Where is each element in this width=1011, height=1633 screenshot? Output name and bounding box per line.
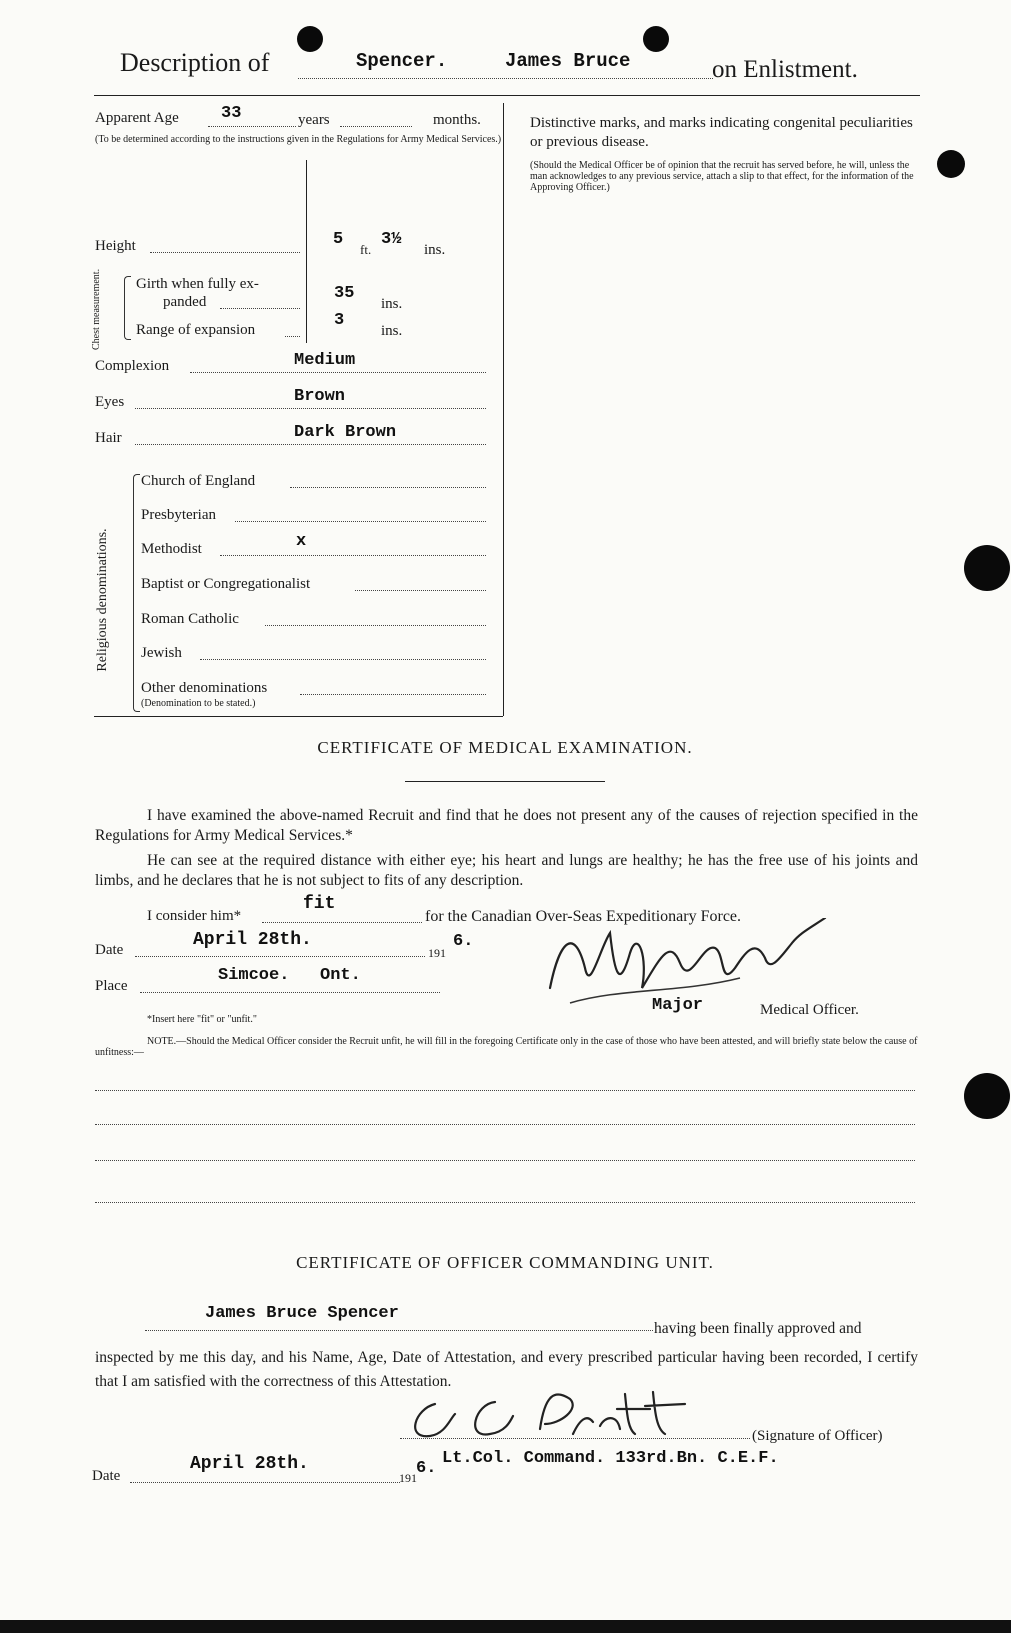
punch-hole (964, 1073, 1010, 1119)
feet-label: ft. (360, 242, 372, 257)
unfitness-line-2 (95, 1124, 915, 1125)
presbyterian-dots (235, 521, 486, 522)
recruit-full-name: James Bruce Spencer (205, 1304, 399, 1323)
chest-measurement-label: Chest measurement. (91, 268, 102, 350)
religions-bracket (133, 474, 140, 712)
having-been-label: having been finally approved and (654, 1320, 862, 1337)
church-of-england-label: Church of England (141, 473, 256, 489)
commanding-year-prefix: 191 (399, 1471, 417, 1485)
commanding-year-suffix: 6. (416, 1459, 437, 1478)
girth-label-1: Girth when fully ex- (136, 276, 259, 292)
methodist-label: Methodist (141, 541, 202, 557)
value-column-divider (306, 160, 307, 343)
punch-hole (643, 26, 669, 52)
commanding-date-label: Date (92, 1468, 121, 1484)
commanding-certificate-heading: CERTIFICATE OF OFFICER COMMANDING UNIT. (296, 1253, 714, 1272)
months-dots (340, 126, 412, 127)
heading-underline (405, 781, 605, 782)
description-suffix: on Enlistment. (712, 56, 858, 83)
methodist-mark: x (296, 532, 307, 551)
range-label: Range of expansion (136, 322, 256, 338)
medical-officer-label: Medical Officer. (760, 1002, 859, 1018)
months-label: months. (433, 112, 481, 128)
scan-bottom-edge (0, 1620, 1011, 1633)
jewish-dots (200, 659, 486, 660)
punch-hole (937, 150, 965, 178)
girth-inches-label: ins. (381, 296, 403, 312)
baptist-label: Baptist or Congregationalist (141, 576, 311, 592)
left-section-bottom-rule (94, 716, 503, 717)
eyes-value: Brown (294, 387, 346, 406)
commanding-date-dots (130, 1482, 400, 1483)
place-value: Simcoe. Ont. (218, 966, 361, 985)
hair-dots (135, 444, 486, 445)
unfit-note: NOTE.—Should the Medical Officer consider the Recruit unfit, he will fill in the foregoing Certificate only in the case of those who have been attested, and will briefly state below the cause of unfitness:— (95, 1036, 918, 1058)
hair-value: Dark Brown (294, 423, 397, 442)
commanding-officer-signature (395, 1384, 735, 1454)
signature-of-officer-label: (Signature of Officer) (752, 1428, 883, 1444)
height-label: Height (95, 238, 136, 254)
medical-date-label: Date (95, 942, 124, 958)
insert-fit-note: *Insert here "fit" or "unfit." (147, 1014, 257, 1025)
commanding-paragraph: inspected by me this day, and his Name, Age, Date of Attestation, and every prescribed particular having been recorded, I certify that I am satisfied with the correctness of this Attestation. (95, 1349, 918, 1390)
range-value: 3 (334, 311, 345, 330)
commanding-date-value: April 28th. (190, 1454, 309, 1474)
header-dotted-line (298, 78, 713, 79)
roman-catholic-dots (265, 625, 486, 626)
medical-paragraph-2: He can see at the required distance with either eye; his heart and lungs are healthy; he has the free use of his joints and limbs, and he declares that he is not subject to fits of any description. (95, 852, 918, 889)
unfitness-line-3 (95, 1160, 915, 1161)
age-dots (208, 126, 296, 127)
name-dots (145, 1330, 653, 1331)
girth-label-2: panded (163, 294, 207, 310)
unfitness-line-1 (95, 1090, 915, 1091)
height-dots (150, 252, 300, 253)
place-dots (140, 992, 440, 993)
complexion-label: Complexion (95, 358, 170, 374)
medical-year-prefix: 191 (428, 946, 446, 960)
medical-certificate-heading: CERTIFICATE OF MEDICAL EXAMINATION. (317, 738, 693, 757)
other-denominations-note: (Denomination to be stated.) (141, 698, 256, 709)
fit-dots (262, 922, 422, 923)
medical-officer-rank: Major (652, 996, 704, 1015)
commanding-officer-rank: Lt.Col. Command. 133rd.Bn. C.E.F. (442, 1449, 779, 1468)
distinctive-marks-label: Distinctive marks, and marks indicating congenital peculiarities or previous disease. (530, 115, 913, 150)
height-inches: 3½ (381, 230, 402, 249)
age-label: Apparent Age (95, 110, 179, 126)
girth-dots (220, 308, 300, 309)
description-prefix: Description of (120, 48, 270, 77)
age-instructions-note: (To be determined according to the instructions given in the Regulations for Army Medical Services.) (95, 134, 502, 145)
complexion-dots (190, 372, 486, 373)
methodist-dots (220, 555, 486, 556)
given-names: James Bruce (505, 50, 631, 72)
years-label: years (298, 112, 330, 128)
jewish-label: Jewish (141, 645, 182, 661)
inches-label: ins. (424, 242, 446, 258)
previous-service-note: (Should the Medical Officer be of opinion that the recruit has served before, he will, unless the man acknowledges to any previous service, attach a slip to that effect, for the information of the Approving Officer.) (530, 160, 914, 193)
column-divider (503, 103, 504, 716)
signature-dots (400, 1438, 750, 1439)
medical-paragraph-1: I have examined the above-named Recruit and find that he does not present any of the causes of rejection specified in the Regulations for Army Medical Services.* (95, 807, 918, 844)
medical-year-suffix: 6. (453, 932, 474, 951)
punch-hole (297, 26, 323, 52)
place-label: Place (95, 978, 128, 994)
consider-label: I consider him* (147, 908, 242, 924)
age-value: 33 (221, 104, 242, 123)
other-denominations-dots (300, 694, 486, 695)
eyes-dots (135, 408, 486, 409)
roman-catholic-label: Roman Catholic (141, 611, 239, 627)
range-dots (285, 336, 300, 337)
height-feet: 5 (333, 230, 344, 249)
complexion-value: Medium (294, 351, 356, 370)
religious-denominations-label: Religious denominations. (95, 528, 110, 672)
expeditionary-force-label: for the Canadian Over-Seas Expeditionary Force. (425, 908, 742, 925)
hair-label: Hair (95, 430, 122, 446)
medical-date-dots (135, 956, 425, 957)
range-inches-label: ins. (381, 323, 403, 339)
girth-value: 35 (334, 284, 355, 303)
header-rule (94, 95, 920, 96)
church-of-england-dots (290, 487, 486, 488)
baptist-dots (355, 590, 486, 591)
eyes-label: Eyes (95, 394, 125, 410)
other-denominations-label: Other denominations (141, 680, 268, 696)
chest-bracket (124, 276, 131, 340)
unfitness-line-4 (95, 1202, 915, 1203)
medical-date-value: April 28th. (193, 930, 312, 950)
punch-hole (964, 545, 1010, 591)
presbyterian-label: Presbyterian (141, 507, 216, 523)
fit-value: fit (303, 894, 336, 914)
surname: Spencer. (356, 50, 448, 72)
